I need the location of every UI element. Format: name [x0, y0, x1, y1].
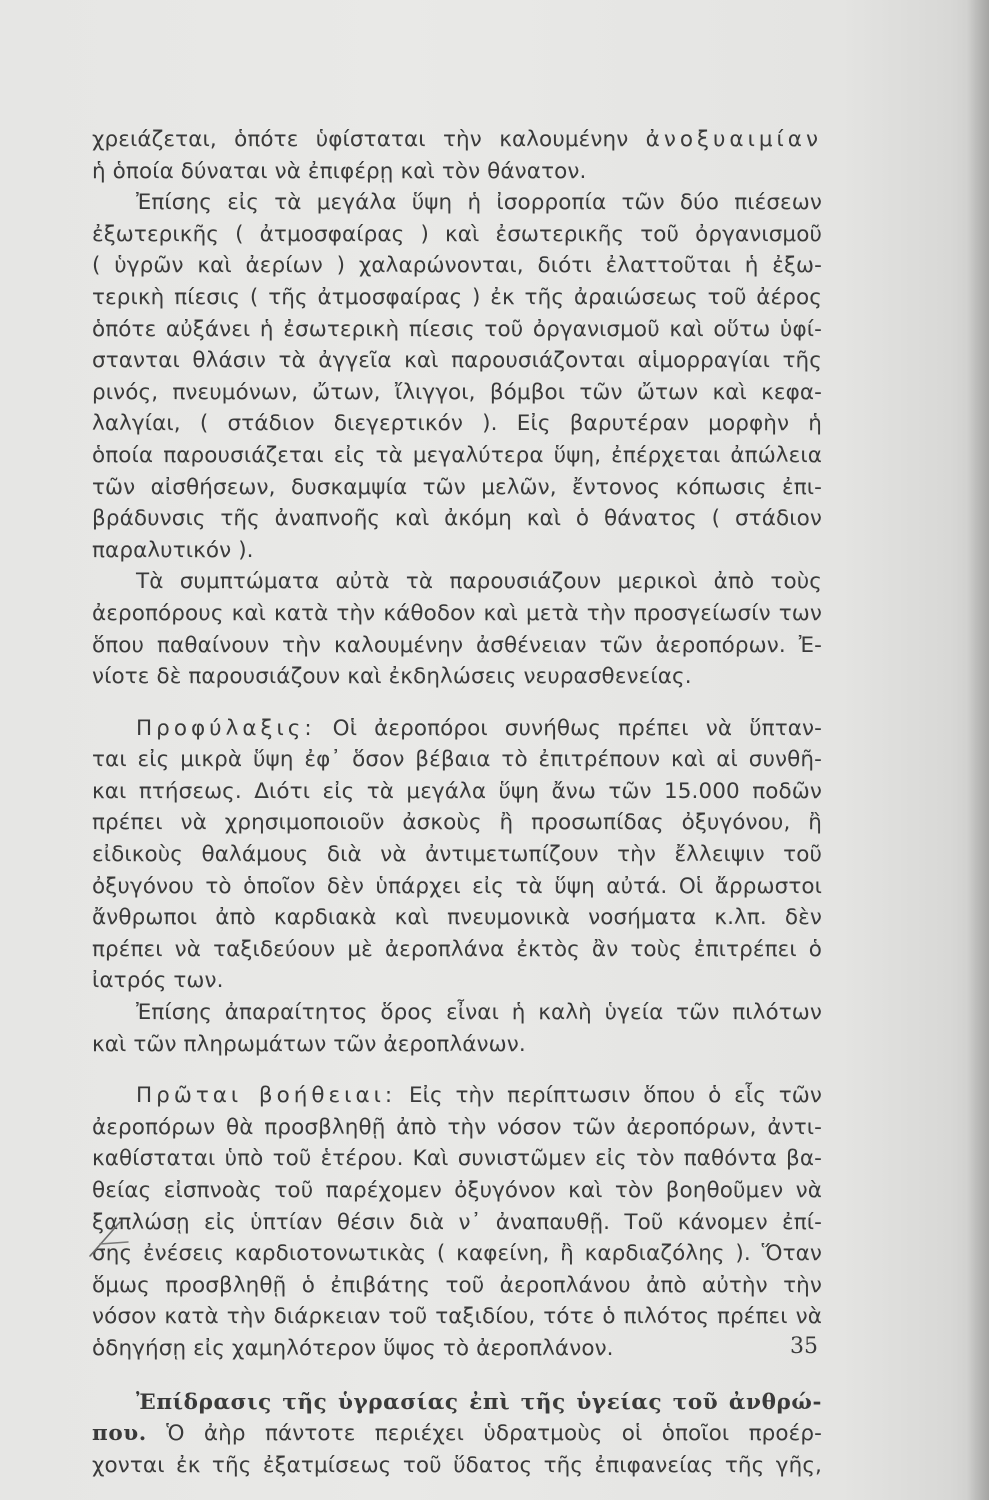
text-line: καὶ τῶν πληρωμάτων τῶν ἀεροπλάνων. — [92, 1031, 526, 1057]
text-line: πρέπει νὰ ταξιδεύουν μὲ ἀεροπλάνα ἐκτὸς ἂν τοὺς ἐπιτρέπει ὁ — [92, 936, 822, 962]
text-line: Ἐπίσης ἀπαραίτητος ὅρος εἶναι ἡ καλὴ ὑγεία τῶν πιλότων — [136, 1000, 822, 1026]
text-line: ἀεροπόρων θὰ προσβληθῇ ἀπὸ τὴν νόσον τῶν ἀεροπόρων, ἀντι- — [92, 1114, 822, 1140]
text-line: και πτήσεως. Διότι εἰς τὰ μεγάλα ὕψη ἄνω τῶν 15.000 ποδῶν — [92, 778, 822, 804]
text-line: ὁπότε αὐξάνει ἡ ἐσωτερικὴ πίεσις τοῦ ὀργανισμοῦ καὶ οὕτω ὑφί- — [92, 316, 822, 342]
text-line: σης ἐνέσεις καρδιοτονωτικὰς ( καφείνη, ἢ καρδιαζόλης ). Ὅταν — [92, 1241, 822, 1267]
paragraph-gap — [92, 1365, 822, 1387]
text-line: λαλγίαι, ( στάδιον διεγερτικόν ). Εἰς βαρυτέραν μορφὴν ἡ — [92, 411, 822, 437]
text-line: ὅπου παθαίνουν τὴν καλουμένην ἀσθένειαν τῶν ἀεροπόρων. Ἐ- — [92, 632, 822, 658]
text-line: νίοτε δὲ παρουσιάζουν καὶ ἐκδηλώσεις νευρασθενείας. — [92, 664, 692, 690]
text-line: εἰδικοὺς θαλάμους διὰ νὰ ἀντιμετωπίζουν τὴν ἔλλειψιν τοῦ — [92, 842, 822, 868]
text-line: που. Ὁ ἀὴρ πάντοτε περιέχει ὑδρατμοὺς οἱ ὁποῖοι προέρ- — [92, 1421, 822, 1447]
heading-prophylaxis: Προφύλαξις: — [136, 715, 316, 741]
text-line: Προφύλαξις: Οἱ ἀεροπόροι συνήθως πρέπει νὰ ὕπταν- — [136, 715, 823, 741]
text-line: ἐξωτερικῆς ( ἀτμοσφαίρας ) καὶ ἐσωτερικῆς τοῦ ὀργανισμοῦ — [92, 221, 822, 247]
text-line: ὀξυγόνου τὸ ὁποῖον δὲν ὑπάρχει εἰς τὰ ὕψη αὐτά. Οἱ ἄρρωστοι — [92, 873, 822, 899]
heading-first-aid: Πρῶται βοήθειαι: — [136, 1083, 397, 1109]
text-line: Ἐπίσης εἰς τὰ μεγάλα ὕψη ἡ ἰσορροπία τῶν δύο πιέσεων — [136, 190, 822, 216]
text-line: στανται θλάσιν τὰ ἀγγεῖα καὶ παρουσιάζονται αἱμορραγίαι τῆς — [92, 348, 822, 374]
pencil-check-mark-icon — [86, 1218, 130, 1258]
text-line: πρέπει νὰ χρησιμοποιοῦν ἀσκοὺς ἢ προσωπίδας ὀξυγόνου, ἢ — [92, 810, 822, 836]
page-number: 35 — [790, 1334, 818, 1359]
text-line: νόσον κατὰ τὴν διάρκειαν τοῦ ταξιδίου, τότε ὁ πιλότος πρέπει νὰ — [92, 1304, 822, 1330]
text-line: ἡ ὁποία δύναται νὰ ἐπιφέρῃ καὶ τὸν θάνατον. — [92, 158, 587, 184]
text-line: ὅμως προσβληθῇ ὁ ἐπιβάτης τοῦ ἀεροπλάνου ἀπὸ αὐτὴν τὴν — [92, 1272, 822, 1298]
text-line: ὁποία παρουσιάζεται εἰς τὰ μεγαλύτερα ὕψη, ἐπέρχεται ἀπώλεια — [92, 442, 822, 468]
term-anoxia: ἀνοξυαιμίαν — [645, 127, 822, 152]
body-text — [92, 124, 822, 1481]
text-line: ἄνθρωποι ἀπὸ καρδιακὰ καὶ πνευμονικὰ νοσήματα κ.λπ. δὲν — [92, 905, 822, 931]
page-edge-shadow — [967, 0, 989, 1500]
text-line: καθίσταται ὑπὸ τοῦ ἑτέρου. Καὶ συνιστῶμεν εἰς τὸν παθόντα βα- — [92, 1146, 822, 1172]
section-heading: Ἐπίδρασις τῆς ὑγρασίας ἐπὶ τῆς ὑγείας τοῦ ἀνθρώ- — [136, 1389, 822, 1415]
text-line: ἰατρός των. — [92, 968, 224, 994]
text-line: τερικὴ πίεσις ( τῆς ἀτμοσφαίρας ) ἐκ τῆς ἀραιώσεως τοῦ ἀέρος — [92, 284, 822, 310]
text-line: ται εἰς μικρὰ ὕψη ἐφ᾽ ὅσον βέβαια τὸ ἐπιτρέπουν καὶ αἱ συνθῆ- — [92, 747, 822, 773]
text-line: ρινός, πνευμόνων, ὤτων, ἴλιγγοι, βόμβοι τῶν ὤτων καὶ κεφα- — [92, 379, 822, 405]
paragraph-gap — [92, 1060, 822, 1080]
text-line: βράδυνσις τῆς ἀναπνοῆς καὶ ἀκόμη καὶ ὁ θάνατος ( στάδιον — [92, 506, 822, 532]
text-line: Πρῶται βοήθειαι: Εἰς τὴν περίπτωσιν ὅπου ὁ εἷς τῶν — [136, 1083, 822, 1109]
text-line: ὁδηγήσῃ εἰς χαμηλότερον ὕψος τὸ ἀεροπλάνον. — [92, 1335, 614, 1361]
paragraph-gap — [92, 693, 822, 713]
text-line: θείας εἰσπνοὰς τοῦ παρέχομεν ὀξυγόνον καὶ τὸν βοηθοῦμεν νὰ — [92, 1178, 822, 1203]
text-line: χρειάζεται, ὁπότε ὑφίσταται τὴν καλουμένην ἀνοξυαιμίαν — [92, 127, 822, 152]
text-line: ( ὑγρῶν καὶ ἀερίων ) χαλαρώνονται, διότι ἐλαττοῦται ἡ ἐξω- — [92, 253, 822, 279]
text-line: τῶν αἰσθήσεων, δυσκαμψία τῶν μελῶν, ἔντονος κόπωσις ἐπι- — [92, 474, 822, 500]
text-line: Τὰ συμπτώματα αὐτὰ τὰ παρουσιάζουν μερικοὶ ἀπὸ τοὺς — [136, 569, 822, 595]
text-line: παραλυτικόν ). — [92, 537, 254, 563]
text-line: ἀεροπόρους καὶ κατὰ τὴν κάθοδον καὶ μετὰ τὴν προσγείωσίν των — [92, 600, 822, 626]
section-heading-end: που. — [92, 1421, 147, 1447]
text-line: χονται ἐκ τῆς ἐξατμίσεως τοῦ ὕδατος τῆς ἐπιφανείας τῆς γῆς, — [92, 1452, 822, 1478]
text-line: ξαπλώσῃ εἰς ὑπτίαν θέσιν διὰ ν᾽ ἀναπαυθῇ. Τοῦ κάνομεν ἐπί- — [92, 1209, 822, 1235]
